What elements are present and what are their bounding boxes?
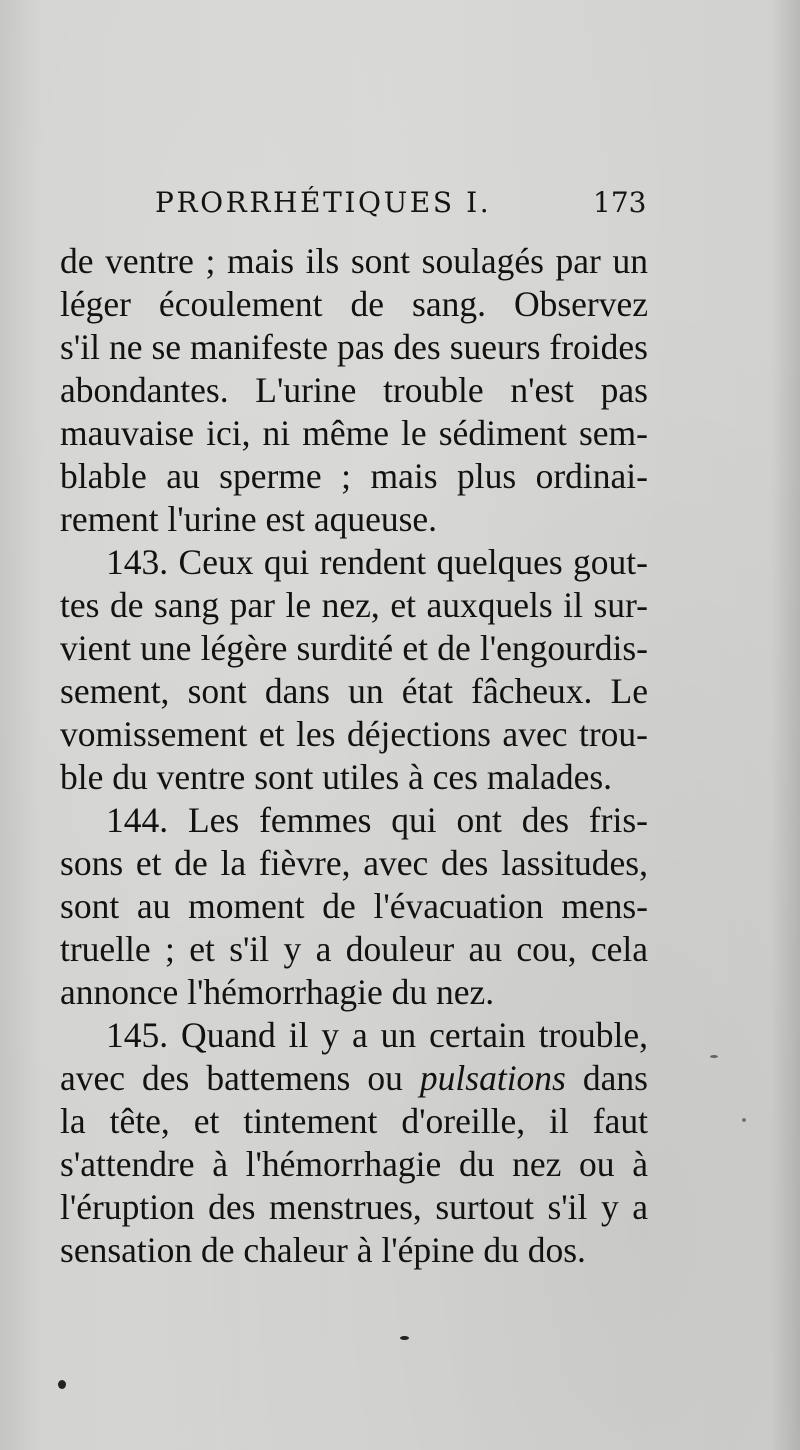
text-line: l'éruption des menstrues, surtout s'il y a xyxy=(60,1187,648,1227)
text-line: tes de sang par le nez, et auxquels il sur- xyxy=(60,585,648,625)
ink-speck xyxy=(400,1336,409,1340)
paragraph-145-start: 145. Quand il y a un certain trouble, xyxy=(106,1015,648,1055)
body-text xyxy=(60,240,648,1272)
paragraph-143-start: 143. Ceux qui rendent quelques gout- xyxy=(106,542,648,582)
text-line: léger écoulement de sang. Observez xyxy=(60,284,648,324)
text-line: sont au moment de l'évacuation mens- xyxy=(60,886,648,926)
text-line: sensation de chaleur à l'épine du dos. xyxy=(60,1230,586,1270)
paragraph-144-start: 144. Les femmes qui ont des fris- xyxy=(106,800,648,840)
text-line: sons et de la fièvre, avec des lassitudes, xyxy=(60,843,648,883)
running-head xyxy=(155,186,655,230)
text-line: mauvaise ici, ni même le sédiment sem- xyxy=(60,413,648,453)
page-number: 173 xyxy=(593,186,647,219)
text-line: blable au sperme ; mais plus ordinai- xyxy=(60,456,648,496)
text-line: vomissement et les déjections avec trou- xyxy=(60,714,648,754)
italic-word: pulsations xyxy=(419,1058,566,1098)
text-segment: avec des battemens ou xyxy=(60,1058,420,1098)
text-line: sement, sont dans un état fâcheux. Le xyxy=(60,671,648,711)
text-line: s'il ne se manifeste pas des sueurs froides xyxy=(60,327,648,367)
ink-speck xyxy=(58,1380,66,1389)
text-line: la tête, et tintement d'oreille, il faut xyxy=(60,1101,648,1141)
text-line: vient une légère surdité et de l'engourdis- xyxy=(60,628,648,668)
text-line: de ventre ; mais ils sont soulagés par un xyxy=(60,241,648,281)
running-head-title: PRORRHÉTIQUES I. xyxy=(155,186,492,219)
text-line: abondantes. L'urine trouble n'est pas xyxy=(60,370,648,410)
text-segment: dans xyxy=(565,1058,648,1098)
text-line: annonce l'hémorrhagie du nez. xyxy=(60,972,495,1012)
ink-speck xyxy=(710,1055,718,1058)
ink-speck xyxy=(742,1118,746,1122)
text-line-with-italic xyxy=(60,1057,648,1100)
text-line: ble du ventre sont utiles à ces malades. xyxy=(60,757,613,797)
text-line: s'attendre à l'hémorrhagie du nez ou à xyxy=(60,1144,648,1184)
text-line: truelle ; et s'il y a douleur au cou, cela xyxy=(60,929,648,969)
text-line: rement l'urine est aqueuse. xyxy=(60,499,438,539)
